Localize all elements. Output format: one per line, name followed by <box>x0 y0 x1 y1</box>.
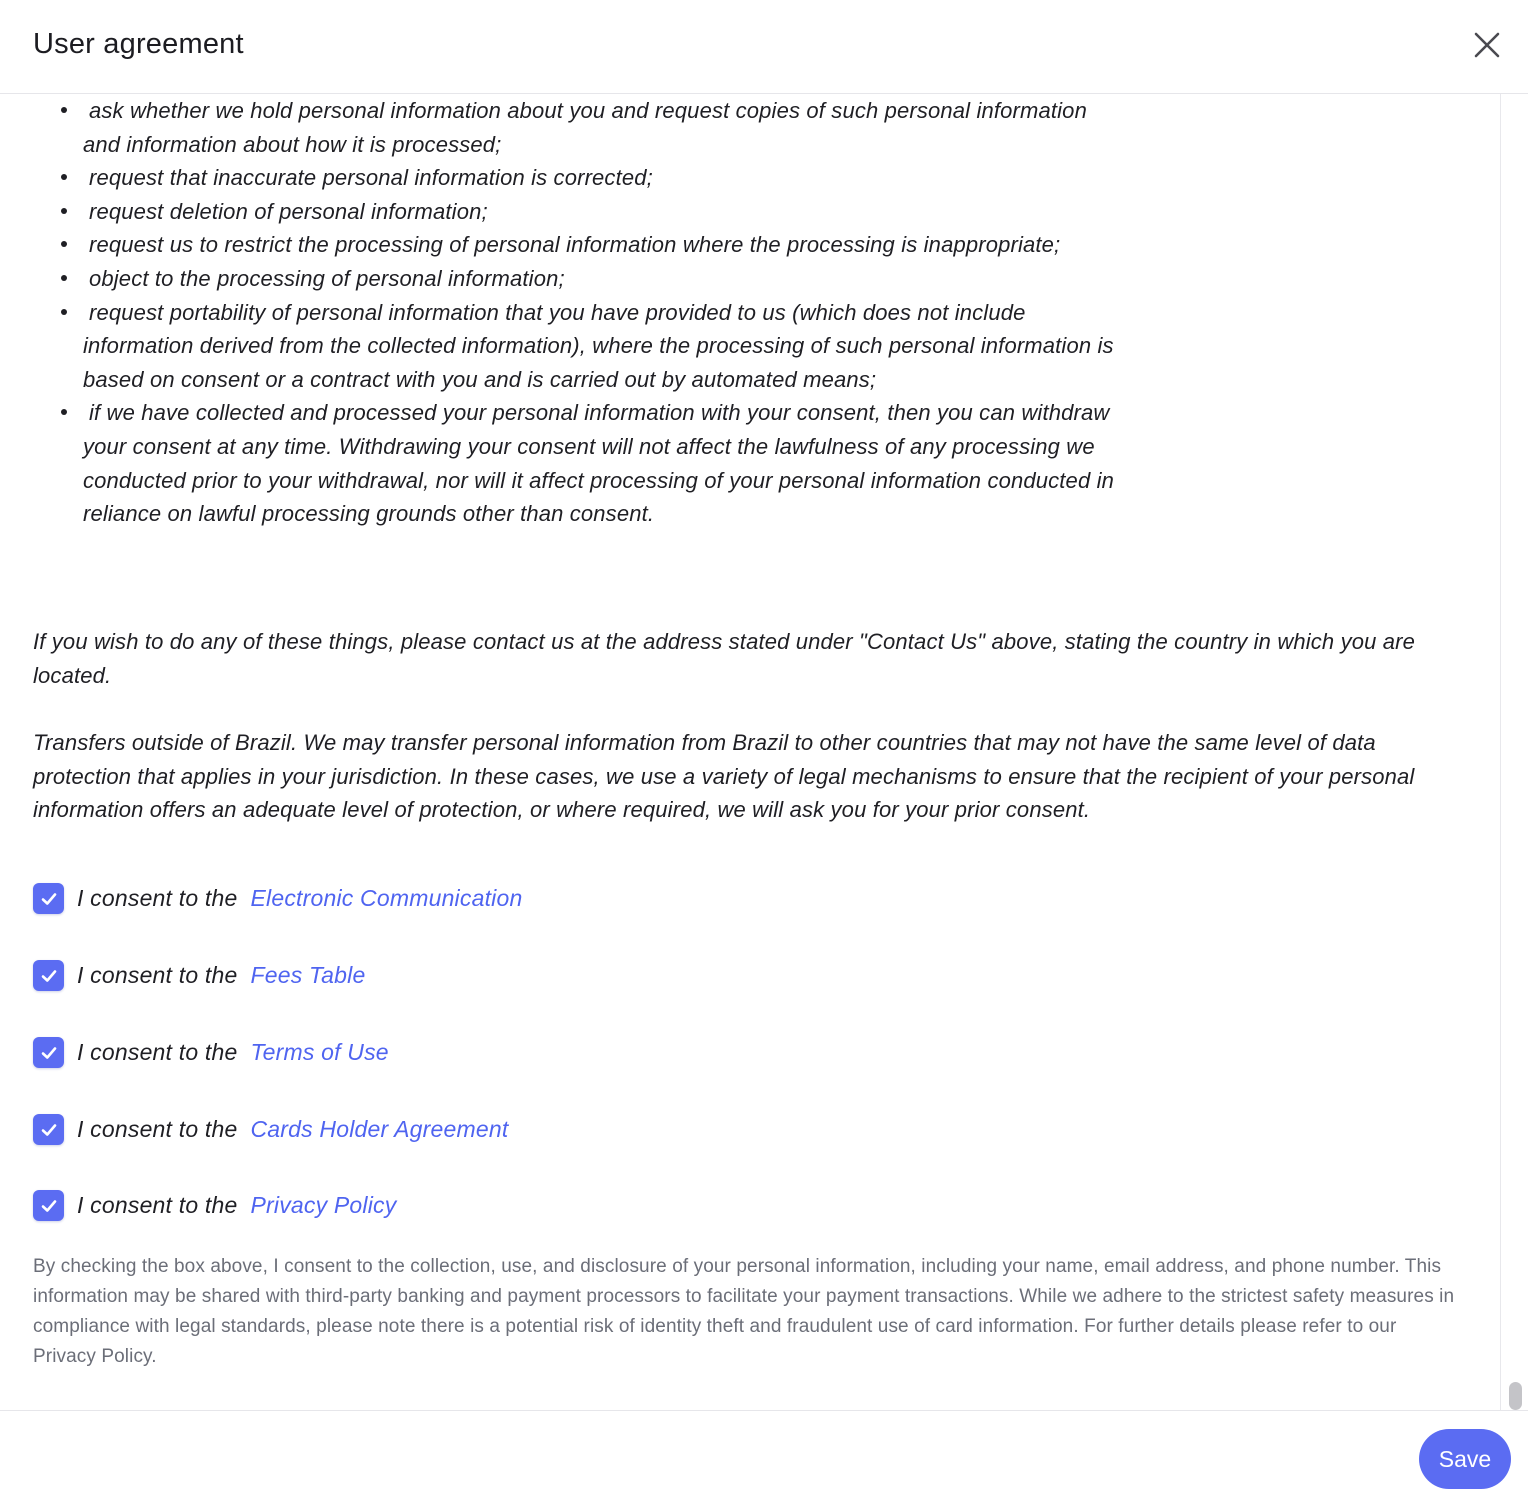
list-item: if we have collected and processed your personal information with your consent, then you can withdraw your consent at any time. Withdrawing your consent will not affect the lawfulness of any processing we conducted prior to your withdrawal, nor will it affect processing of your personal information conducted in reliance on lawful processing grounds other than consent. <box>83 396 1123 530</box>
rights-list <box>83 94 1123 531</box>
close-button[interactable] <box>1468 26 1506 64</box>
transfers-paragraph: Transfers outside of Brazil. We may transfer personal information from Brazil to other countries that may not have the same level of data protection that applies in your jurisdiction. In these cases, we use a variety of legal mechanisms to ensure that the recipient of your personal information offers an adequate level of protection, or where required, we will ask you for your prior consent. <box>33 730 1415 823</box>
scrollbar-thumb[interactable] <box>1509 1382 1522 1410</box>
list-item: ask whether we hold personal information about you and request copies of such personal information and information about how it is processed; <box>83 94 1123 161</box>
consent-label: I consent to the <box>77 1039 238 1065</box>
consent-electronic-communication <box>33 882 522 915</box>
checkmark-icon <box>39 889 59 909</box>
scrollbar[interactable] <box>1500 94 1528 1410</box>
consent-checkbox[interactable] <box>33 1190 64 1221</box>
list-item: request us to restrict the processing of personal information where the processing is inappropriate; <box>83 228 1123 262</box>
electronic-communication-link[interactable]: Electronic Communication <box>250 885 523 911</box>
checkmark-icon <box>39 966 59 986</box>
consent-checkbox[interactable] <box>33 1114 64 1145</box>
consent-label: I consent to the <box>77 962 238 988</box>
checkmark-icon <box>39 1120 59 1140</box>
list-item: object to the processing of personal information; <box>83 262 1123 296</box>
dialog-footer <box>0 1410 1528 1502</box>
consent-disclaimer: By checking the box above, I consent to the collection, use, and disclosure of your personal information, including your name, email address, and phone number. This information may be shared with third-party banking and payment processors to facilitate your payment transactions. While we adhere to the strictest safety measures in compliance with legal standards, please note there is a potential risk of identity theft and fraudulent use of card information. For further details please refer to our Privacy Policy. <box>33 1256 1455 1367</box>
terms-of-use-link[interactable]: Terms of Use <box>250 1039 389 1065</box>
list-item: request that inaccurate personal information is corrected; <box>83 161 1123 195</box>
consent-checkbox[interactable] <box>33 960 64 991</box>
checkmark-icon <box>39 1043 59 1063</box>
agreement-content <box>0 94 1500 1410</box>
consent-label: I consent to the <box>77 1116 238 1142</box>
consent-label: I consent to the <box>77 1192 238 1218</box>
cards-holder-agreement-link[interactable]: Cards Holder Agreement <box>250 1116 509 1142</box>
close-icon <box>1468 26 1506 64</box>
list-item: request portability of personal information that you have provided to us (which does not include information derived from the collected information), where the processing of such personal information is based on consent or a contract with you and is carried out by automated means; <box>83 296 1123 397</box>
list-item: request deletion of personal information; <box>83 195 1123 229</box>
consent-terms-of-use <box>33 1036 389 1069</box>
fees-table-link[interactable]: Fees Table <box>250 962 366 988</box>
consent-privacy-policy <box>33 1189 396 1222</box>
dialog-title: User agreement <box>33 28 244 60</box>
consent-checkbox[interactable] <box>33 883 64 914</box>
consent-fees-table <box>33 959 365 992</box>
save-button[interactable]: Save <box>1419 1429 1511 1489</box>
contact-paragraph: If you wish to do any of these things, please contact us at the address stated under "Contact Us" above, stating the country in which you are located. <box>33 629 1416 688</box>
checkmark-icon <box>39 1196 59 1216</box>
consent-label: I consent to the <box>77 885 238 911</box>
consent-cards-holder-agreement <box>33 1113 508 1146</box>
dialog-header <box>0 0 1528 94</box>
privacy-policy-link[interactable]: Privacy Policy <box>250 1192 397 1218</box>
consent-checkbox[interactable] <box>33 1037 64 1068</box>
